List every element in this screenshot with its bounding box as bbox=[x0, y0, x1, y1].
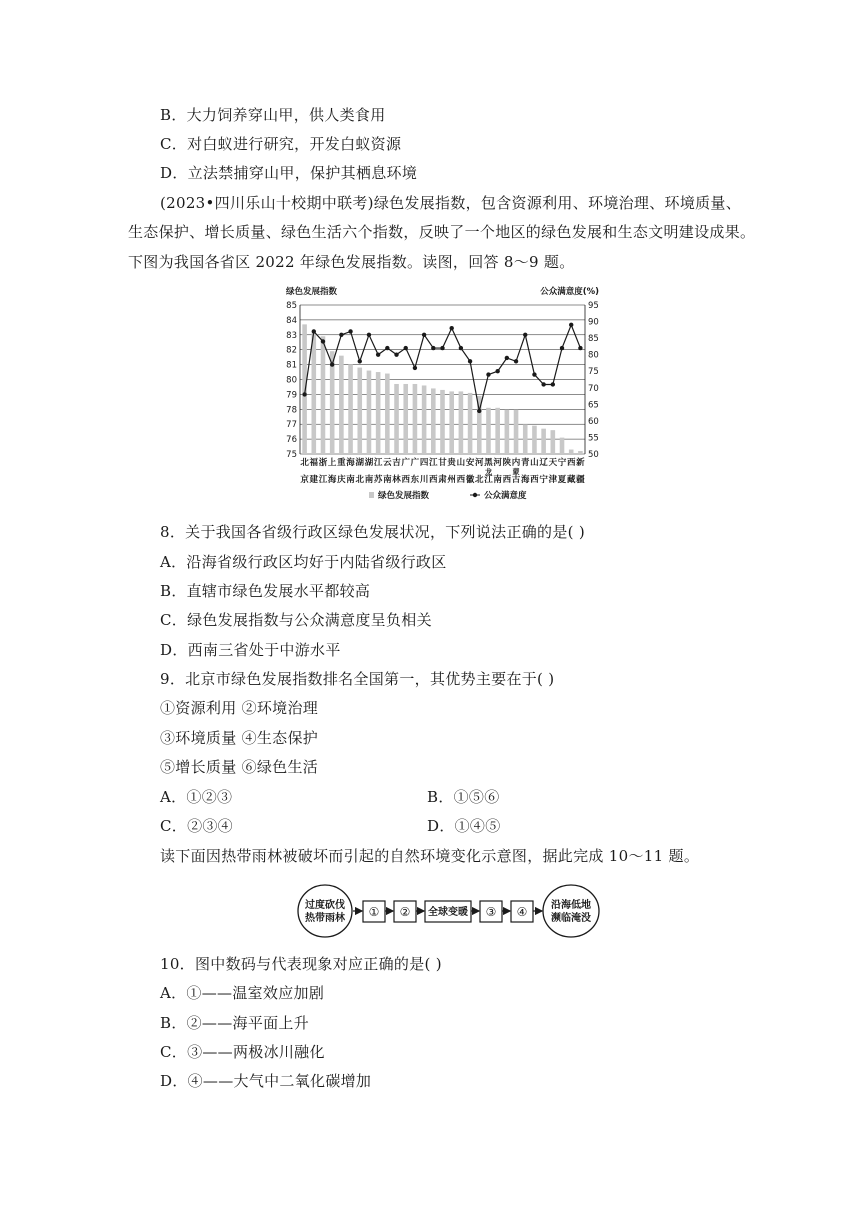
category-label-bottom: 北 bbox=[355, 475, 365, 485]
category-label-bottom: 庆 bbox=[337, 475, 346, 485]
bar-0 bbox=[302, 324, 307, 454]
bar-22 bbox=[505, 409, 510, 454]
bar-9 bbox=[385, 374, 390, 454]
bar-14 bbox=[431, 388, 436, 454]
category-label-top: 宁 bbox=[557, 458, 567, 468]
category-label-bottom: 江 bbox=[484, 475, 493, 485]
category-label-bottom: 江 bbox=[318, 475, 328, 485]
left-tick-label: 83 bbox=[286, 330, 297, 341]
category-label-top: 河 bbox=[475, 458, 484, 468]
satisfaction-point-23 bbox=[514, 359, 518, 363]
satisfaction-point-12 bbox=[413, 366, 417, 370]
bar-23 bbox=[514, 409, 519, 454]
line-10: C．绿色发展指数与公众满意度呈负相关 bbox=[160, 611, 432, 629]
category-label-top: 湖 bbox=[355, 458, 365, 468]
bar-4 bbox=[339, 356, 344, 454]
bar-8 bbox=[376, 372, 381, 454]
category-label-top: 西 bbox=[566, 458, 576, 468]
category-label-top: 江 bbox=[429, 458, 438, 468]
category-label-bottom: 肃 bbox=[438, 475, 447, 485]
left-axis-title: 绿色发展指数 bbox=[286, 287, 338, 297]
satisfaction-point-16 bbox=[449, 326, 453, 330]
category-label-bottom: 南 bbox=[493, 475, 502, 485]
category-label-top: 吉 bbox=[392, 458, 401, 468]
bar-17 bbox=[459, 391, 464, 454]
satisfaction-point-26 bbox=[541, 382, 545, 386]
bar-10 bbox=[394, 384, 399, 454]
category-label-bottom: 徽 bbox=[465, 475, 475, 485]
category-label-bottom: 南 bbox=[346, 475, 355, 485]
legend-bar-label: 绿色发展指数 bbox=[378, 491, 430, 501]
category-label-top: 广 bbox=[401, 458, 410, 468]
legend-point-swatch bbox=[473, 493, 477, 497]
bar-20 bbox=[486, 408, 491, 454]
line-3: D．立法禁捕穿山甲，保护其栖息环境 bbox=[160, 164, 418, 182]
right-tick-label: 60 bbox=[588, 416, 599, 427]
satisfaction-point-18 bbox=[468, 359, 472, 363]
left-tick-label: 81 bbox=[286, 360, 297, 371]
category-label-bottom: 西 bbox=[401, 475, 410, 485]
left-tick-label: 80 bbox=[286, 375, 297, 386]
right-tick-label: 55 bbox=[588, 433, 599, 444]
legend-line-label: 公众满意度 bbox=[484, 491, 527, 501]
bar-12 bbox=[413, 384, 418, 454]
category-label-top: 安 bbox=[465, 458, 475, 468]
line-21: 10．图中数码与代表现象对应正确的是( ) bbox=[160, 955, 442, 973]
category-label-top: 陕 bbox=[502, 458, 512, 468]
satisfaction-point-29 bbox=[569, 323, 573, 327]
line-2: C．对白蚁进行研究，开发白蚁资源 bbox=[160, 135, 402, 153]
bar-11 bbox=[403, 384, 408, 454]
satisfaction-point-0 bbox=[302, 392, 306, 396]
category-label-top: 辽 bbox=[539, 458, 548, 468]
category-label-bottom: 川 bbox=[419, 475, 429, 485]
category-label-bottom: 疆 bbox=[576, 475, 585, 485]
flow-start-node bbox=[298, 885, 352, 937]
category-label-bottom: 古 bbox=[511, 475, 521, 485]
satisfaction-point-14 bbox=[431, 346, 435, 350]
line-6: 下图为我国各省区 2022 年绿色发展指数。读图，回答 8～9 题。 bbox=[128, 253, 575, 271]
line-8: A．沿海省级行政区均好于内陆省级行政区 bbox=[160, 553, 447, 571]
bar-2 bbox=[321, 336, 326, 454]
bar-5 bbox=[348, 365, 353, 454]
bar-6 bbox=[357, 368, 362, 454]
right-tick-label: 75 bbox=[588, 367, 599, 378]
satisfaction-point-3 bbox=[330, 362, 334, 366]
bar-30 bbox=[578, 451, 583, 454]
satisfaction-point-19 bbox=[477, 409, 481, 413]
satisfaction-point-30 bbox=[578, 346, 582, 350]
category-label-bottom: 宁 bbox=[539, 475, 548, 485]
category-label-top: 海 bbox=[346, 458, 355, 468]
line-1: B．大力饲养穿山甲，供人类食用 bbox=[160, 106, 386, 124]
line-12: 9．北京市绿色发展指数排名全国第一，其优势主要在于( ) bbox=[160, 670, 555, 688]
line-16: A．①②③ bbox=[160, 788, 233, 806]
line-25: D．④——大气中二氧化碳增加 bbox=[160, 1072, 372, 1090]
line-17: B．①⑤⑥ bbox=[427, 788, 500, 806]
left-tick-label: 84 bbox=[286, 315, 297, 326]
line-15: ⑤增长质量 ⑥绿色生活 bbox=[160, 758, 319, 776]
bar-18 bbox=[468, 393, 473, 454]
satisfaction-point-2 bbox=[321, 339, 325, 343]
line-5: 生态保护、增长质量、绿色生活六个指数，反映了一个地区的绿色发展和生态文明建设成果。 bbox=[128, 223, 756, 241]
left-tick-label: 78 bbox=[286, 405, 297, 416]
right-tick-label: 50 bbox=[588, 450, 599, 460]
satisfaction-point-6 bbox=[358, 359, 362, 363]
bar-15 bbox=[440, 390, 445, 454]
bar-13 bbox=[422, 385, 427, 454]
line-22: A．①——温室效应加剧 bbox=[160, 984, 325, 1002]
category-label-bottom: 西 bbox=[530, 475, 539, 485]
left-tick-label: 85 bbox=[286, 301, 297, 311]
left-tick-label: 82 bbox=[286, 345, 297, 356]
category-label-top: 云 bbox=[383, 458, 392, 468]
satisfaction-point-10 bbox=[394, 352, 398, 356]
category-label-bottom: 东 bbox=[410, 475, 420, 485]
right-tick-label: 95 bbox=[588, 301, 599, 311]
flow-box-2-label: ② bbox=[399, 905, 411, 919]
bar-28 bbox=[560, 438, 565, 454]
right-tick-label: 80 bbox=[588, 350, 599, 361]
line-23: B．②——海平面上升 bbox=[160, 1014, 310, 1032]
category-label-bottom: 州 bbox=[447, 475, 456, 485]
satisfaction-point-21 bbox=[495, 369, 499, 373]
category-label-top: 天 bbox=[548, 458, 558, 468]
satisfaction-point-17 bbox=[459, 346, 463, 350]
flow-box-3-label: ③ bbox=[485, 905, 497, 919]
satisfaction-point-11 bbox=[404, 346, 408, 350]
satisfaction-point-8 bbox=[376, 352, 380, 356]
category-label-bottom: 海 bbox=[327, 475, 337, 485]
category-label-top: 重 bbox=[337, 458, 346, 468]
category-label-top: 四 bbox=[419, 458, 429, 468]
category-label-top: 青 bbox=[520, 458, 530, 468]
bar-16 bbox=[449, 391, 454, 454]
satisfaction-point-1 bbox=[312, 329, 316, 333]
bar-21 bbox=[495, 408, 500, 454]
category-label-bottom: 南 bbox=[383, 475, 392, 485]
bar-7 bbox=[367, 371, 372, 454]
line-13: ①资源利用 ②环境治理 bbox=[160, 699, 319, 717]
category-label-bottom: 夏 bbox=[557, 475, 567, 485]
right-tick-label: 90 bbox=[588, 317, 599, 328]
category-label-bottom: 南 bbox=[364, 475, 374, 485]
satisfaction-point-24 bbox=[523, 333, 527, 337]
line-4: (2023•四川乐山十校期中联考)绿色发展指数，包含资源利用、环境治理、环境质量、 bbox=[160, 194, 742, 212]
category-label-top: 湖 bbox=[364, 458, 374, 468]
flow-start-line1: 过度砍伐 bbox=[305, 900, 345, 911]
rainforest-flow-diagram bbox=[296, 882, 601, 940]
bar-26 bbox=[541, 429, 546, 454]
satisfaction-point-13 bbox=[422, 333, 426, 337]
bar-1 bbox=[311, 333, 316, 454]
category-label-top: 河 bbox=[493, 458, 502, 468]
bar-29 bbox=[569, 450, 574, 454]
left-tick-label: 75 bbox=[286, 450, 297, 460]
satisfaction-point-27 bbox=[551, 382, 555, 386]
category-label-top: 甘 bbox=[438, 458, 447, 468]
category-label-top: 贵 bbox=[447, 458, 456, 468]
category-label-top: 浙 bbox=[318, 458, 328, 468]
line-11: D．西南三省处于中游水平 bbox=[160, 641, 341, 659]
flow-start-line2: 热带雨林 bbox=[305, 913, 345, 924]
category-label-bottom: 津 bbox=[548, 475, 558, 485]
category-label-bottom: 西 bbox=[429, 475, 438, 485]
green-index-chart bbox=[280, 283, 610, 508]
category-label-top: 上 bbox=[327, 458, 337, 468]
line-19: D．①④⑤ bbox=[427, 817, 501, 835]
satisfaction-point-22 bbox=[505, 356, 509, 360]
flow-end-line1: 沿海低地 bbox=[551, 900, 591, 911]
right-tick-label: 70 bbox=[588, 383, 599, 394]
flow-end-node bbox=[543, 885, 599, 937]
category-label-bottom: 苏 bbox=[373, 475, 383, 485]
bar-27 bbox=[551, 430, 556, 454]
flow-box-global-warming-label: 全球变暖 bbox=[428, 907, 468, 918]
left-tick-label: 76 bbox=[286, 435, 297, 446]
line-9: B．直辖市绿色发展水平都较高 bbox=[160, 582, 371, 600]
right-tick-label: 85 bbox=[588, 334, 599, 345]
flow-box-1-label: ① bbox=[368, 905, 380, 919]
line-20: 读下面因热带雨林被破坏而引起的自然环境变化示意图，据此完成 10～11 题。 bbox=[160, 847, 700, 865]
satisfaction-point-5 bbox=[348, 329, 352, 333]
category-label-top: 黑 bbox=[484, 458, 493, 468]
category-label-bottom: 林 bbox=[392, 475, 401, 485]
category-label-top: 山 bbox=[456, 458, 466, 468]
line-7: 8．关于我国各省级行政区绿色发展状况，下列说法正确的是( ) bbox=[160, 523, 586, 541]
category-label-top: 内 bbox=[511, 458, 521, 468]
category-label-extra: 龙 bbox=[484, 468, 492, 476]
bar-24 bbox=[523, 424, 528, 454]
category-label-bottom: 建 bbox=[309, 475, 319, 485]
right-tick-label: 65 bbox=[588, 400, 599, 411]
satisfaction-point-7 bbox=[367, 333, 371, 337]
satisfaction-point-20 bbox=[486, 372, 490, 376]
category-label-top: 新 bbox=[576, 458, 585, 468]
legend-bar-swatch bbox=[369, 492, 374, 498]
satisfaction-point-15 bbox=[440, 346, 444, 350]
category-label-extra: 蒙 bbox=[512, 468, 520, 476]
right-axis-title: 公众满意度(%) bbox=[540, 287, 599, 297]
category-label-bottom: 北 bbox=[475, 475, 484, 485]
line-24: C．③——两极冰川融化 bbox=[160, 1043, 325, 1061]
category-label-top: 广 bbox=[410, 458, 420, 468]
category-label-bottom: 西 bbox=[456, 475, 466, 485]
category-label-bottom: 海 bbox=[520, 475, 530, 485]
category-label-bottom: 藏 bbox=[566, 475, 576, 485]
category-label-bottom: 西 bbox=[502, 475, 512, 485]
satisfaction-point-25 bbox=[532, 372, 536, 376]
category-label-top: 江 bbox=[373, 458, 383, 468]
line-14: ③环境质量 ④生态保护 bbox=[160, 729, 319, 747]
satisfaction-point-4 bbox=[339, 333, 343, 337]
category-label-bottom: 京 bbox=[300, 475, 309, 485]
flow-box-4-label: ④ bbox=[516, 905, 528, 919]
category-label-top: 福 bbox=[309, 458, 319, 468]
left-tick-label: 77 bbox=[286, 420, 297, 431]
left-tick-label: 79 bbox=[286, 390, 297, 401]
flow-end-line2: 濒临淹没 bbox=[551, 913, 591, 924]
satisfaction-point-28 bbox=[560, 346, 564, 350]
category-label-top: 山 bbox=[530, 458, 539, 468]
bar-25 bbox=[532, 426, 537, 454]
category-label-top: 北 bbox=[300, 458, 309, 468]
line-18: C．②③④ bbox=[160, 817, 233, 835]
satisfaction-point-9 bbox=[385, 346, 389, 350]
